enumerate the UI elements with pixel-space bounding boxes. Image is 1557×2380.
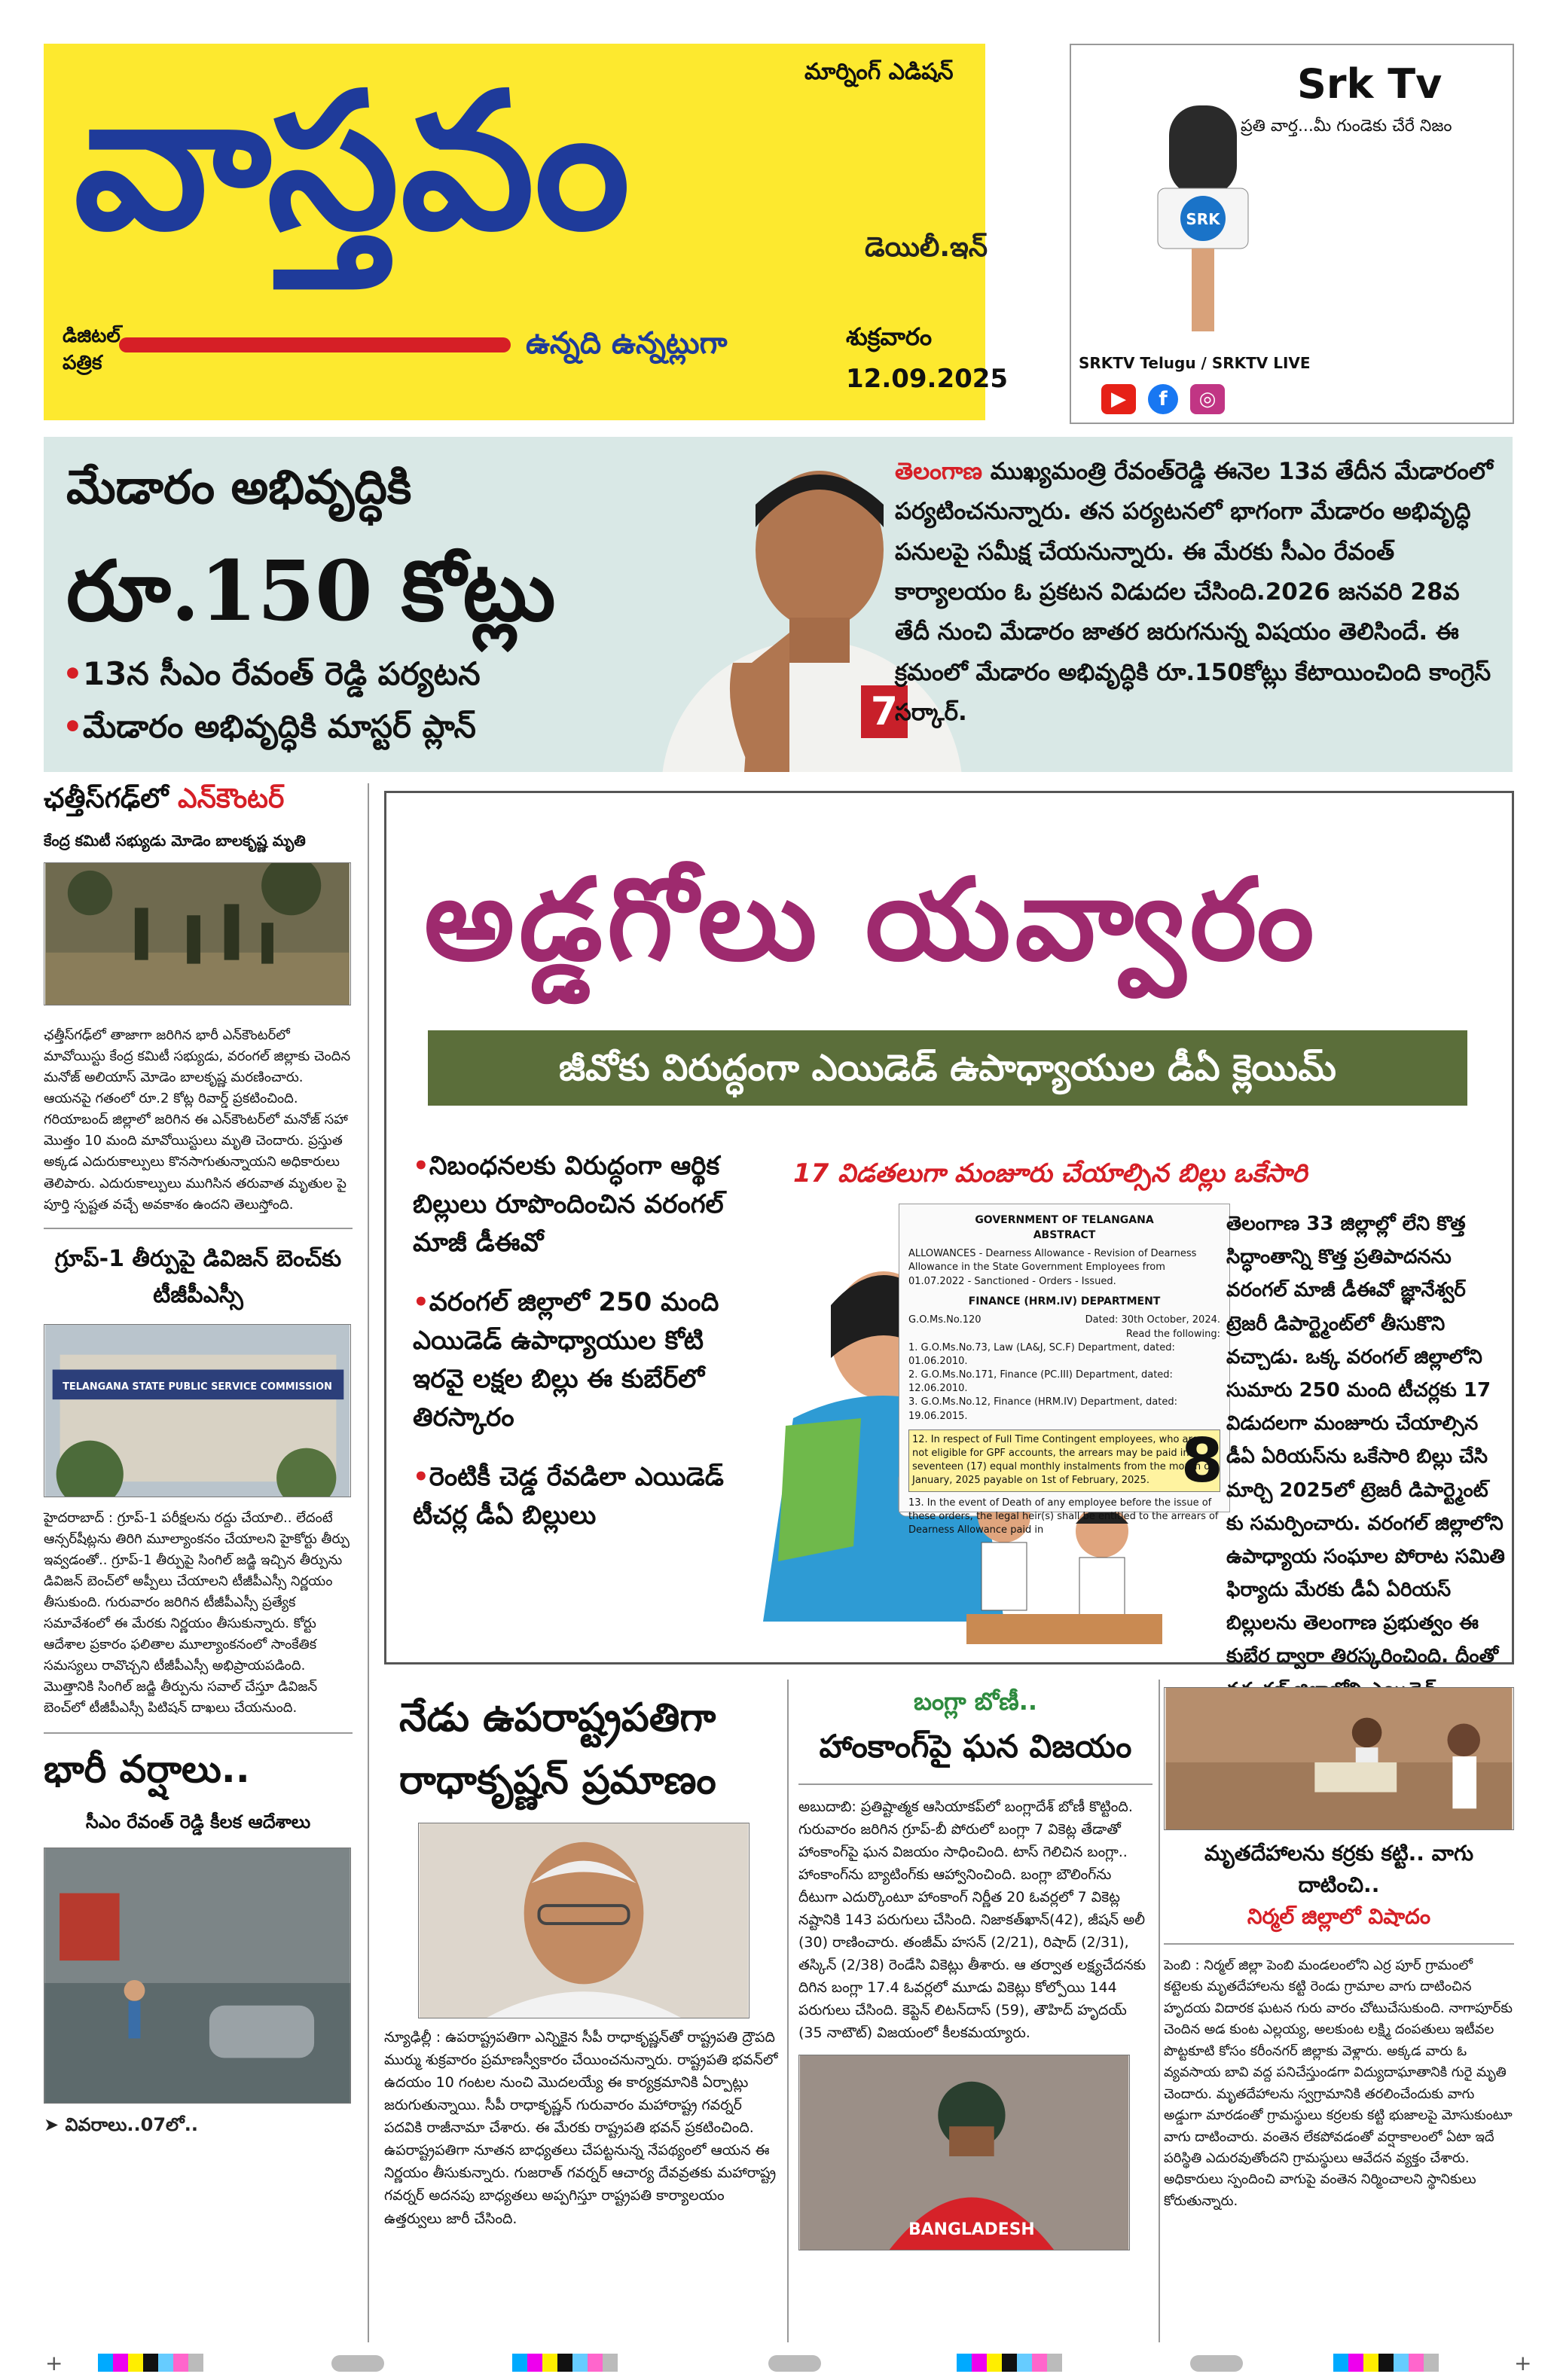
subheadline: సీఎం రేవంత్ రెడ్డి కీలక ఆదేశాలు — [85, 1811, 311, 1833]
headline[interactable]: భారీ వర్షాలు.. — [44, 1747, 250, 1792]
doc-header: GOVERNMENT OF TELANGANA — [975, 1214, 1154, 1226]
bullet-text: రెంటికీ చెడ్డ రేవడిలా ఎయిడెడ్ టీచర్ల డీఏ బిల్లులు — [413, 1462, 724, 1530]
bullet-icon: • — [63, 708, 83, 745]
doc-read: Read the following: — [1125, 1328, 1220, 1340]
doc-clause: 13. In the event of Death of any employee before the issue of these orders, the legal heir(s) shall be entitled to the arrears of Dearness Allowance paid in — [908, 1497, 1219, 1536]
article-lead: తెలంగాణ — [895, 458, 982, 485]
ad-channels: SRKTV Telugu / SRKTV LIVE — [1079, 354, 1311, 372]
radhakrishnan-photo — [418, 1823, 749, 2018]
bullet-text: 13న సీఎం రేవంత్ రెడ్డి పర్యటన — [82, 655, 481, 692]
divider — [44, 1228, 353, 1229]
cricketer-photo — [798, 2055, 1130, 2250]
bullet-icon: • — [63, 655, 83, 692]
banner-bullet — [63, 708, 476, 753]
registration-pill — [1190, 2355, 1243, 2372]
color-bar — [98, 2354, 203, 2372]
pen-logo — [119, 337, 511, 352]
mic-logo-text: SRK — [1186, 210, 1220, 228]
flood-story — [1164, 1687, 1514, 2212]
social-icons — [1101, 384, 1225, 414]
bullet-icon: • — [413, 1287, 429, 1317]
tagline: ఉన్నది ఉన్నట్లుగా — [526, 326, 728, 361]
subheadline: కేంద్ర కమిటీ సభ్యుడు మోడెం బాలకృష్ణ మృతి — [44, 831, 306, 850]
srk-tv-ad[interactable] — [1070, 44, 1514, 424]
doc-subject: ALLOWANCES - Dearness Allowance - Revision of Dearness Allowance in the State Government Employees from 01.07.2022 - Sanctioned - Orders - Issued. — [908, 1248, 1197, 1287]
left-column — [44, 783, 353, 2140]
headline-part: ఛత్తీస్‌గఢ్‌లో — [44, 783, 178, 814]
crosshair-icon: + — [1514, 2351, 1532, 2375]
doc-date: Dated: 30th October, 2024. — [1085, 1314, 1220, 1326]
issue-day: శుక్రవారం — [846, 322, 933, 351]
masthead — [44, 44, 1009, 420]
registration-pill — [768, 2355, 821, 2372]
headline[interactable]: గ్రూప్-1 తీర్పుపై డివిజన్ బెంచ్‌కు టీజీపీఎస్సీ — [54, 1245, 342, 1308]
encounter-photo — [44, 862, 351, 1005]
main-subheadline: జీవోకు విరుద్ధంగా ఎయిడెడ్ ఉపాధ్యాయుల డీఏ క్లెయిమ్ — [428, 1030, 1467, 1106]
tgpsc-building-photo — [44, 1324, 351, 1497]
banner-amount: రూ.150 కోట్లు — [66, 542, 556, 639]
sport-story — [798, 1687, 1152, 2250]
print-registration-marks — [0, 2351, 1557, 2376]
newspaper-title: వాస్తవం — [74, 50, 632, 271]
doc-ref: 2. G.O.Ms.No.171, Finance (PC.III) Department, dated: 12.06.2010. — [908, 1369, 1173, 1395]
main-story — [384, 791, 1514, 1668]
page-number-badge: 7 — [861, 685, 908, 738]
headline-part: మృతదేహాలను కర్రకు కట్టి.. వాగు దాటించి.. — [1204, 1841, 1474, 1897]
flood-photo — [1164, 1687, 1514, 1830]
article-body: పెంబి : నిర్మల్ జిల్లా పెంబి మండలంలోని ఎర్ర పూర్ గ్రామంలో కట్టెలకు మృతదేహాలను కట్టి రెండు గ్రామాల వాగు దాటించిన హృదయ విదారక ఘటన గురు వారం చోటుచేసుకుంది. నాగాపూర్‌కు చెందిన అడ కుంట ఎల్లయ్య, అలకుంట లక్ష్మి దంపతులు ఇటీవల పొట్టకూటి కోసం కరీంనగర్ జిల్లాకు వెళ్లారు. అక్కడ వారు ఓ వ్యవసాయ బావి వద్ద పనిచేస్తుండగా విద్యుదాఘాతానికి గురై మృతి చెందారు. మృతదేహాలను స్వగ్రామానికి తరలించేందుకు వాగు అడ్డుగా మారడంతో గ్రామస్థులు కర్రలకు కట్టి భుజాలపై మోసుకుంటూ వాగు దాటించారు. వంతెన లేకపోవడంతో వర్షాకాలంలో ఏటా ఇదే పరిస్థితి ఎదురవుతోందని గ్రామస్థులు ఆవేదన వ్యక్తం చేశారు. అధికారులు స్పందించి వాగుపై వంతెన నిర్మించాలని స్థానికులు కోరుతున్నారు. — [1164, 1957, 1513, 2209]
doc-meta — [908, 1314, 1220, 1327]
doc-ref: 3. G.O.Ms.No.12, Finance (HRM.IV) Department, dated: 19.06.2015. — [908, 1396, 1177, 1422]
article-body: హైదరాబాద్ : గ్రూప్-1 పరీక్షలను రద్దు చేయాలి.. లేదంటే ఆన్సర్‌షీట్లను తిరిగి మూల్యాంకనం చేయాలని హైకోర్టు తీర్పు ఇవ్వడంతో.. గ్రూప్-1 తీర్పుపై సింగిల్ జడ్జి ఇచ్చిన తీర్పును డివిజన్ బెంచ్‌లో అప్పీలు చేయాలని టీజీపీఎస్సీ నిర్ణయం తీసుకుంది. గురువారం జరిగిన టీజీపీఎస్సీ ప్రత్యేక సమావేశంలో ఈ మేరకు నిర్ణయం తీసుకున్నారు. కోర్టు ఆదేశాల ప్రకారం ఫలితాల మూల్యాంకనంలో సాంకేతిక సమస్యలు రావొచ్చని టీజీపీఎస్సీ అభిప్రాయపడింది. మొత్తానికి సింగిల్ జడ్జి తీర్పును సవాల్ చేస్తూ డివిజన్ బెంచ్‌లో టీజీపీఎస్సీ పిటిషన్ దాఖలు చేయనుంది. — [44, 1509, 350, 1716]
doc-department: FINANCE (HRM.IV) DEPARTMENT — [968, 1295, 1161, 1307]
bullet-icon: • — [413, 1462, 429, 1492]
doc-clause-highlight: 12. In respect of Full Time Contingent employees, who are not eligible for GPF accounts, the arrears may be paid in seventeen (17) equal monthly instalments from the month of January, 2025 payable on 1st of February, 2025. — [908, 1430, 1220, 1492]
kicker-line: 17 విడతలుగా మంజూరు చేయాల్సిన బిల్లు ఒకేసారి — [793, 1158, 1308, 1188]
headline-highlight: ఎన్‌కౌంటర్ — [178, 783, 285, 814]
youtube-icon[interactable]: ▶ — [1101, 384, 1136, 414]
read-more-link[interactable]: ➤ వివరాలు..07లో.. — [44, 2114, 198, 2136]
jersey-text: BANGLADESH — [908, 2220, 1035, 2240]
color-bar — [957, 2354, 1062, 2372]
ad-tagline: ప్రతి వార్త...మీ గుండెకు చేరే నిజం — [1241, 117, 1452, 136]
main-article-body: తెలంగాణ 33 జిల్లాల్లో లేని కొత్త సిద్ధాంతాన్ని కొత్త ప్రతిపాదనను వరంగల్ మాజీ డీఈవో జ్ఞానేశ్వర్ ట్రెజరీ డిపార్ట్మెంట్‌లో తీసుకొని వచ్చాడు. ఒక్క వరంగల్ జిల్లాలోని సుమారు 250 మంది టీచర్లకు 17 విడుదలగా మంజూరు చేయాల్సిన డీఏ ఏరియస్‌ను ఒకేసారి బిల్లు చేసి మార్చి 2025లో ట్రెజరీ డిపార్ట్మెంట్ కు సమర్పించారు. వరంగల్ జిల్లాలోని ఉపాధ్యాయ సంఘాల పోరాట సమితి ఫిర్యాదు మేరకు డీఏ ఏరియస్ బిల్లులను తెలంగాణ ప్రభుత్వం ఈ కుబేర ద్వారా తిరస్కరించింది. దీంతో — [1226, 1213, 1505, 1668]
site-domain: డెయిలీ.ఇన్ — [865, 232, 988, 263]
headline[interactable]: హాంకాంగ్‌పై ఘన విజయం — [819, 1728, 1132, 1765]
edition-label: మార్నింగ్ ఎడిషన్ — [804, 59, 954, 85]
divider — [798, 1783, 1152, 1785]
rain-photo — [44, 1848, 351, 2104]
crosshair-icon: + — [45, 2351, 63, 2375]
vp-story — [384, 1680, 783, 2230]
article-body: అబుదాబి: ప్రతిష్టాత్మక ఆసియాకప్‌లో బంగ్లాదేశ్ బోణీ కొట్టింది. గురువారం జరిగిన గ్రూప్-బీ పోరులో బంగ్లా 7 వికెట్ల తేడాతో హాంకాంగ్‌పై ఘన విజయం సాధించింది. టాస్ గెలిచిన బంగ్లా.. హాంకాంగ్‌ను బ్యాటింగ్‌కు ఆహ్వానించింది. బంగ్లా బౌలింగ్‌ను దీటుగా ఎదుర్కొంటూ హాంకాంగ్ నిర్ణీత 20 ఓవర్లలో 7 వికెట్ల నష్టానికి 143 పరుగులు చేసింది. నిజాకత్‌ఖాన్(42), జీషన్ అలీ (30) రాణించారు. తంజీమ్ హసన్ (2/21), రిషాద్ (2/31), తస్కిన్ (2/38) రెండేసి వికెట్లు తీశారు. ఆ తర్వాత లక్ష్యచేదనకు దిగిన బంగ్లా 17.4 ఓవర్లలో మూడు వికెట్లు కోల్పోయి 144 పరుగులు చేసింది. కెప్టెన్ లిటన్‌దాస్ (59), తౌహిద్ హృదయ్ (35 నాటౌట్) విజయంలో కీలకమయ్యారు. — [798, 1799, 1146, 2042]
doc-abstract: ABSTRACT — [1033, 1228, 1096, 1241]
doc-go-number: G.O.Ms.No.120 — [908, 1314, 982, 1326]
divider — [1164, 1943, 1514, 1945]
bullet-text: వరంగల్ జిల్లాలో 250 మంది ఎయిడెడ్ ఉపాధ్యాయుల కోటి ఇరవై లక్షల బిల్లు ఈ కుబేర్‌లో తిరస్కారం — [413, 1287, 719, 1433]
building-sign: TELANGANA STATE PUBLIC SERVICE COMMISSION — [63, 1381, 332, 1393]
digital-label: డిజిటల్ పత్రిక — [63, 325, 121, 375]
issue-date: 12.09.2025 — [846, 364, 1009, 394]
column-divider — [1159, 1680, 1160, 2342]
color-bar — [512, 2354, 618, 2372]
bullet-text: నిబంధనలకు విరుద్ధంగా ఆర్థిక బిల్లులు రూపొందించిన వరంగల్ మాజీ డీఈవో — [413, 1151, 724, 1258]
kicker: బంగ్లా బోణీ.. — [913, 1687, 1038, 1716]
article-body: న్యూఢిల్లీ : ఉపరాష్ట్రపతిగా ఎన్నికైన సీపీ రాధాకృష్ణన్‌తో రాష్ట్రపతి ద్రౌపది ముర్ము శుక్రవారం ప్రమాణస్వీకారం చేయించనున్నారు. రాష్ట్రపతి భవన్‌లో ఉదయం 10 గంటల నుంచి మొదలయ్యే ఈ కార్యక్రమానికి ఏర్పాట్లు జరుగుతున్నాయి. సీపీ రాధాకృష్ణన్ గురువారం మహారాష్ట్ర గవర్నర్ పదవికి రాజీనామా చేశారు. ఈ మేరకు రాష్ట్రపతి భవన్ ప్రకటించింది. ఉపరాష్ట్రపతిగా నూతన బాధ్యతలు చేపట్టనున్న నేపథ్యంలో ఆయన ఈ నిర్ణయం తీసుకున్నారు. గుజరాత్ గవర్నర్ ఆచార్య దేవవ్రతకు మహారాష్ట్ర గవర్నర్ అదనపు బాధ్యతలు అప్పగిస్తూ రాష్ట్రపతి కార్యాలయం ఉత్తర్వులు జారీ చేసింది. — [384, 2029, 778, 2227]
medaram-banner — [44, 437, 1513, 772]
government-order-document — [899, 1204, 1230, 1536]
facebook-icon[interactable]: f — [1148, 384, 1178, 414]
headline[interactable] — [44, 783, 353, 821]
bullet-text: మేడారం అభివృద్ధికి మాస్టర్ ప్లాన్ — [82, 708, 476, 745]
main-headline[interactable]: అడ్డగోలు యవ్వారం — [424, 853, 1319, 986]
banner-bullet — [63, 655, 481, 700]
registration-pill — [331, 2355, 384, 2372]
headline-highlight: నిర్మల్ జిల్లాలో విషాదం — [1247, 1904, 1431, 1929]
column-divider — [787, 1680, 789, 2342]
column-divider — [368, 783, 369, 2342]
ad-title: Srk Tv — [1297, 60, 1443, 108]
instagram-icon[interactable]: ◎ — [1190, 384, 1225, 414]
page-number: 8 — [1181, 1426, 1223, 1496]
article-body: ముఖ్యమంత్రి రేవంత్‌రెడ్డి ఈనెల 13వ తేదీన మేడారంలో పర్యటించనున్నారు. తన పర్యటనలో భాగంగా మేడారం అభివృద్ధి పనులపై సమీక్ష చేయనున్నారు. ఈ మేరకు సీఎం రేవంత్ కార్యాలయం ఓ ప్రకటన విడుదల చేసింది.2026 జనవరి 28వ తేదీ నుంచి మేడారం జాతర జరుగనున్న విషయం తెలిసిందే. ఈ క్రమంలో మేడారం అభివృద్ధికి రూ.150కోట్లు కేటాయించింది కాంగ్రెస్ సర్కార్. — [895, 458, 1493, 726]
bullet-icon: • — [413, 1151, 429, 1181]
color-bar — [1333, 2354, 1439, 2372]
banner-headline: మేడారం అభివృద్ధికి — [66, 459, 412, 514]
microphone-icon — [1124, 105, 1282, 331]
doc-ref: 1. G.O.Ms.No.73, Law (LA&J, SC.F) Department, dated: 01.06.2010. — [908, 1341, 1175, 1367]
article-body: ఛత్తీస్‌గఢ్‌లో తాజాగా జరిగిన భారీ ఎన్‌కౌంటర్‌లో మావోయిస్టు కేంద్ర కమిటీ సభ్యుడు, వరంగల్ జిల్లాకు చెందిన మనోజ్ అలియాస్ మోడెం బాలకృష్ణ మరణించారు. ఆయనపై గతంలో రూ.2 కోట్ల రివార్డ్ ప్రకటించింది. గరియాబంద్ జిల్లాలో జరిగిన ఈ ఎన్‌కౌంటర్‌లో మనోజ్ సహా మొత్తం 10 మంది మావోయిస్టులు మృతి చెందారు. ప్రస్తుత అక్కడ ఎదురుకాల్పులు కొనసాగుతున్నాయని అధికారులు తెలిపారు. ఎదురుకాల్పులు ముగిసిన తరువాత మృతుల పై పూర్తి స్పష్టత వచ్చే అవకాశం ఉందని తెలుస్తోంది. — [44, 1027, 351, 1213]
headline[interactable]: నేడు ఉపరాష్ట్రపతిగా రాధాకృష్ణన్ ప్రమాణం — [399, 1695, 716, 1804]
banner-article — [895, 452, 1497, 733]
headline[interactable] — [1164, 1838, 1514, 1933]
divider — [44, 1732, 353, 1734]
